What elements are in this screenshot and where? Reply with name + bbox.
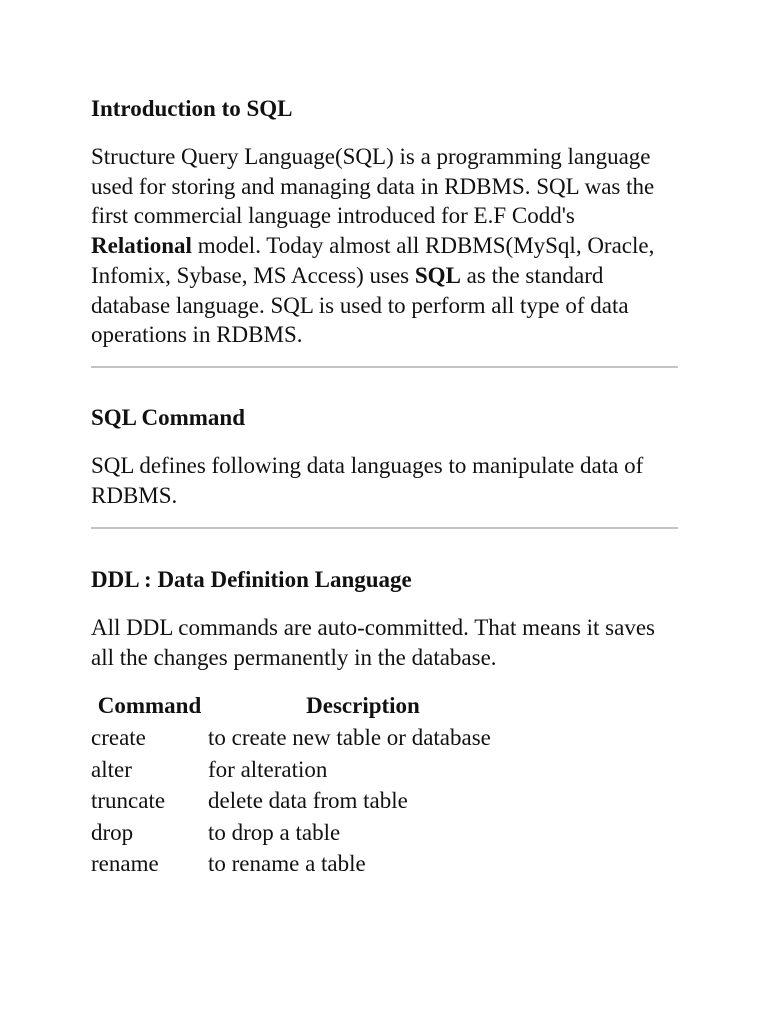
intro-text-3: as the standard database language. SQL is used to perform all type of data operations in RDBMS. [91,262,629,348]
table-row [91,817,518,849]
command-cell: rename [91,851,159,876]
command-cell: truncate [91,788,166,813]
intro-bold-relational: Relational [91,233,192,259]
description-cell: to create new table or database [208,725,491,750]
intro-paragraph [91,142,679,350]
intro-text-2: model. Today almost all RDBMS(MySql, Oracle, Infomix, Sybase, MS Access) uses [91,233,655,288]
intro-text-1: Structure Query Language(SQL) is a programming language used for storing and managing data in RDBMS. SQL was the first commercial language introduced for E.F Codd's [91,144,655,229]
sql-command-paragraph: SQL defines following data languages to manipulate data of RDBMS. [91,453,644,508]
intro-bold-sql: SQL [414,262,461,288]
ddl-paragraph: All DDL commands are auto-committed. That means it saves all the changes permanently in the database. [91,615,655,670]
description-cell: to rename a table [208,851,366,876]
description-cell: delete data from table [208,788,408,813]
table-header-row [91,689,518,722]
section-divider [91,527,678,529]
description-cell: to drop a table [208,819,341,845]
header-command: Command [97,693,202,718]
ddl-command-table [91,689,518,880]
description-cell: for alteration [208,756,328,782]
command-cell: create [91,725,146,750]
table-row [91,848,518,880]
header-description: Description [306,693,420,718]
command-cell: drop [91,819,134,845]
table-row [91,722,518,754]
section-divider [91,366,678,368]
command-cell: alter [91,756,132,782]
table-row [91,785,518,817]
ddl-heading: DDL : Data Definition Language [91,567,412,592]
sql-command-heading: SQL Command [91,405,246,430]
intro-heading: Introduction to SQL [91,96,293,121]
table-row [91,754,518,786]
